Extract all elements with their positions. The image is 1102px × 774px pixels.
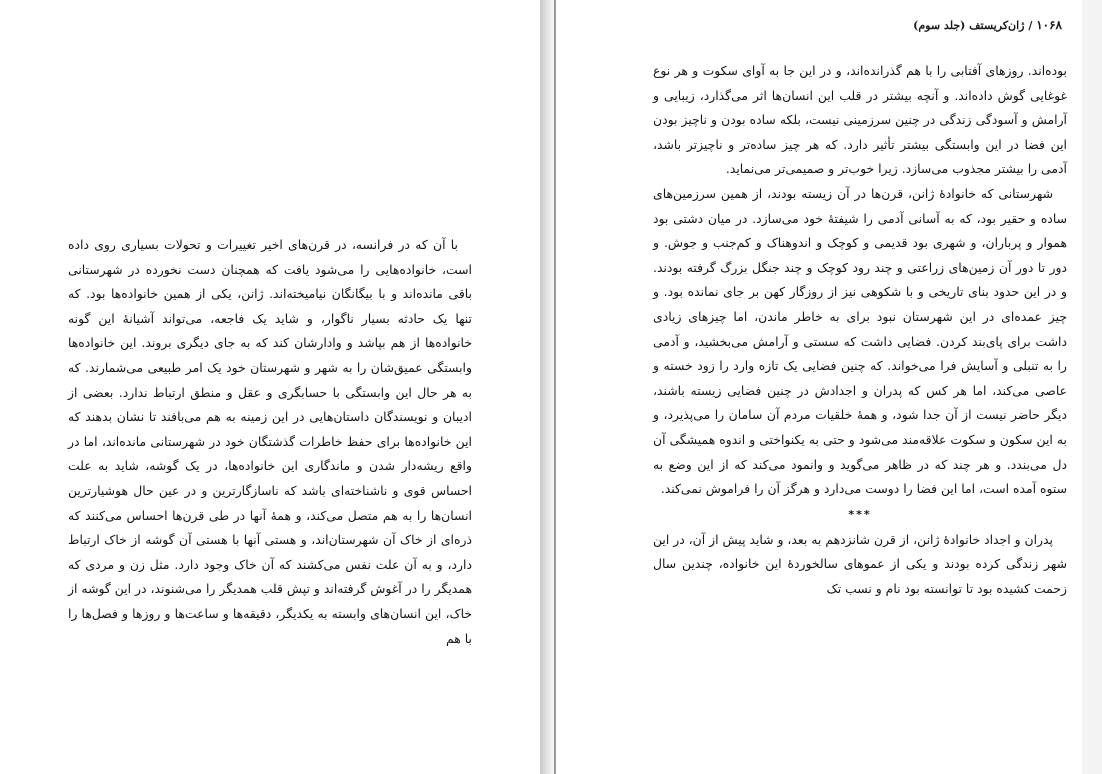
- left-page: [0, 0, 540, 774]
- page-number: ۱۰۶۸: [1036, 18, 1062, 32]
- section-separator: ***: [848, 507, 872, 521]
- running-title: ژان‌کریستف (جلد سوم): [913, 19, 1025, 32]
- left-page-paragraph-1: با آن که در فرانسه، در قرن‌های اخیر تغییرات و تحولات بسیاری روی داده است، خانواده‌هایی را می‌شود یافت که همچنان دست نخورده در شهرستانی باقی مانده‌اند و با بیگانگان نیامیخته‌اند. ژانن، یکی از همین خانواده‌ها بود. که تنها یک حادثه بسیار ناگوار، و شاید یک فاجعه، می‌تواند آشیانهٔ این گونه خانواده‌ها از هم بپاشد و وادارشان کند که به جای دیگری بروند. این خانواده‌ها وابستگی عمیق‌شان را به شهر و شهرستان خود یک امر طبیعی می‌شمارند. که به هر حال این وابستگی با حسابگری و عقل و منطق ارتباط ندارد. بعضی از ادیبان و نویسندگان داستان‌هایی در این زمینه به هم می‌بافند تا نشان بدهند که این خانواده‌ها برای حفظ خاطرات گذشتگان خود در شهرستانی مانده‌اند، اما در واقع ریشه‌دار شدن و ماندگاری این خانواده‌ها، در یک گوشه، شاید به علت احساس قوی و ناشناخته‌ای باشد که ناسازگارترین و در عین حال هوشیارترین انسان‌ها را به هم متصل می‌کند، و همهٔ آنها در طی قرن‌ها احساس می‌کنند که ذره‌ای از خاک آن شهرستان‌اند، و هستی آنها با هستی آن گوشه از خاک ارتباط دارد، و به آن علت نفس می‌کشند که آن خاک وجود دارد. مثل زن و مردی که همدیگر را در آغوش گرفته‌اند و تپش قلب همدیگر را می‌شنوند، در این گوشه از خاک، این انسان‌های وابسته به یکدیگر، دقیقه‌ها و ساعت‌ها و روزها و فصل‌ها را با هم: [68, 237, 472, 646]
- viewer-margin: [1082, 0, 1102, 774]
- right-page-paragraph-3: پدران و اجداد خانوادهٔ ژانن، از قرن شانزدهم به بعد، و شاید پیش از آن، در این شهر زندگی کرده بودند و یکی از عموهای سالخوردهٔ این خانواده، چندین سال زحمت کشیده بود تا توانسته بود نام و نسب تک: [652, 531, 1067, 596]
- right-page-text: [653, 59, 1067, 601]
- right-page: [558, 0, 1082, 774]
- right-page-paragraph-2: شهرستانی که خانوادهٔ ژانن، قرن‌ها در آن زیسته بودند، از همین سرزمین‌های ساده و حقیر بود، که به آسانی آدمی را شیفتهٔ خود می‌سازد. در میان دشتی بود هموار و پرباران، و شهری بود قدیمی و کوچک و اندوهناک و کم‌جنب و جوش. و دور تا دور آن زمین‌های زراعتی و چند رود کوچک و چند جنگل بزرگ گرفته بودند. و در این حدود بنای تاریخی و با شکوهی نیز از روزگار کهن بر جای نمانده بود. و چیز عمده‌ای در این شهرستان نبود برای به خاطر ماندن، اما چیزهای زیادی داشت برای پای‌بند کردن. فضایی داشت که سستی و آرامش می‌بخشید، و آدمی را به تنبلی و آسایش فرا می‌خواند. که چنین فضایی یک تازه وارد را زود خسته و عاصی می‌کند، اما هر کس که پدران و اجدادش در چنین فضایی زیسته باشند، دیگر حاضر نیست از آن جدا شود، و همهٔ خلقیات مردم آن سامان را می‌پذیرد، و به این سکون و سکوت علاقه‌مند می‌شود و حتی به یکنواختی و اندوه همیشگی آن دل می‌بندد. و هر چند که در ظاهر می‌گوید و وانمود می‌کند که از این وضع به ستوه آمده است، اما این فضا را دوست می‌دارد و هرگز آن را فراموش نمی‌کند.: [653, 185, 1067, 497]
- left-page-text: [68, 233, 472, 651]
- book-spine: [540, 0, 558, 774]
- right-page-paragraph-1: بوده‌اند. روزهای آفتابی را با هم گذرانده‌اند، و در این جا به آوای سکوت و هر نوع غوغایی گوش داده‌اند. و آنچه بیشتر در قلب این انسان‌ها اثر می‌گذارد، زیبایی و آرامش و آسودگی زندگی در چنین سرزمینی نیست، بلکه ساده بودن و ناچیز بودن این فضا در این وابستگی بیشتر تأثیر دارد. که هر چیز ساده‌تر و ناچیزتر باشد، آدمی را بیشتر مجذوب می‌سازد. زیرا خوب‌تر و صمیمی‌تر می‌نماید.: [653, 63, 1067, 177]
- header-divider: /: [1028, 19, 1033, 32]
- running-header: [560, 18, 1062, 32]
